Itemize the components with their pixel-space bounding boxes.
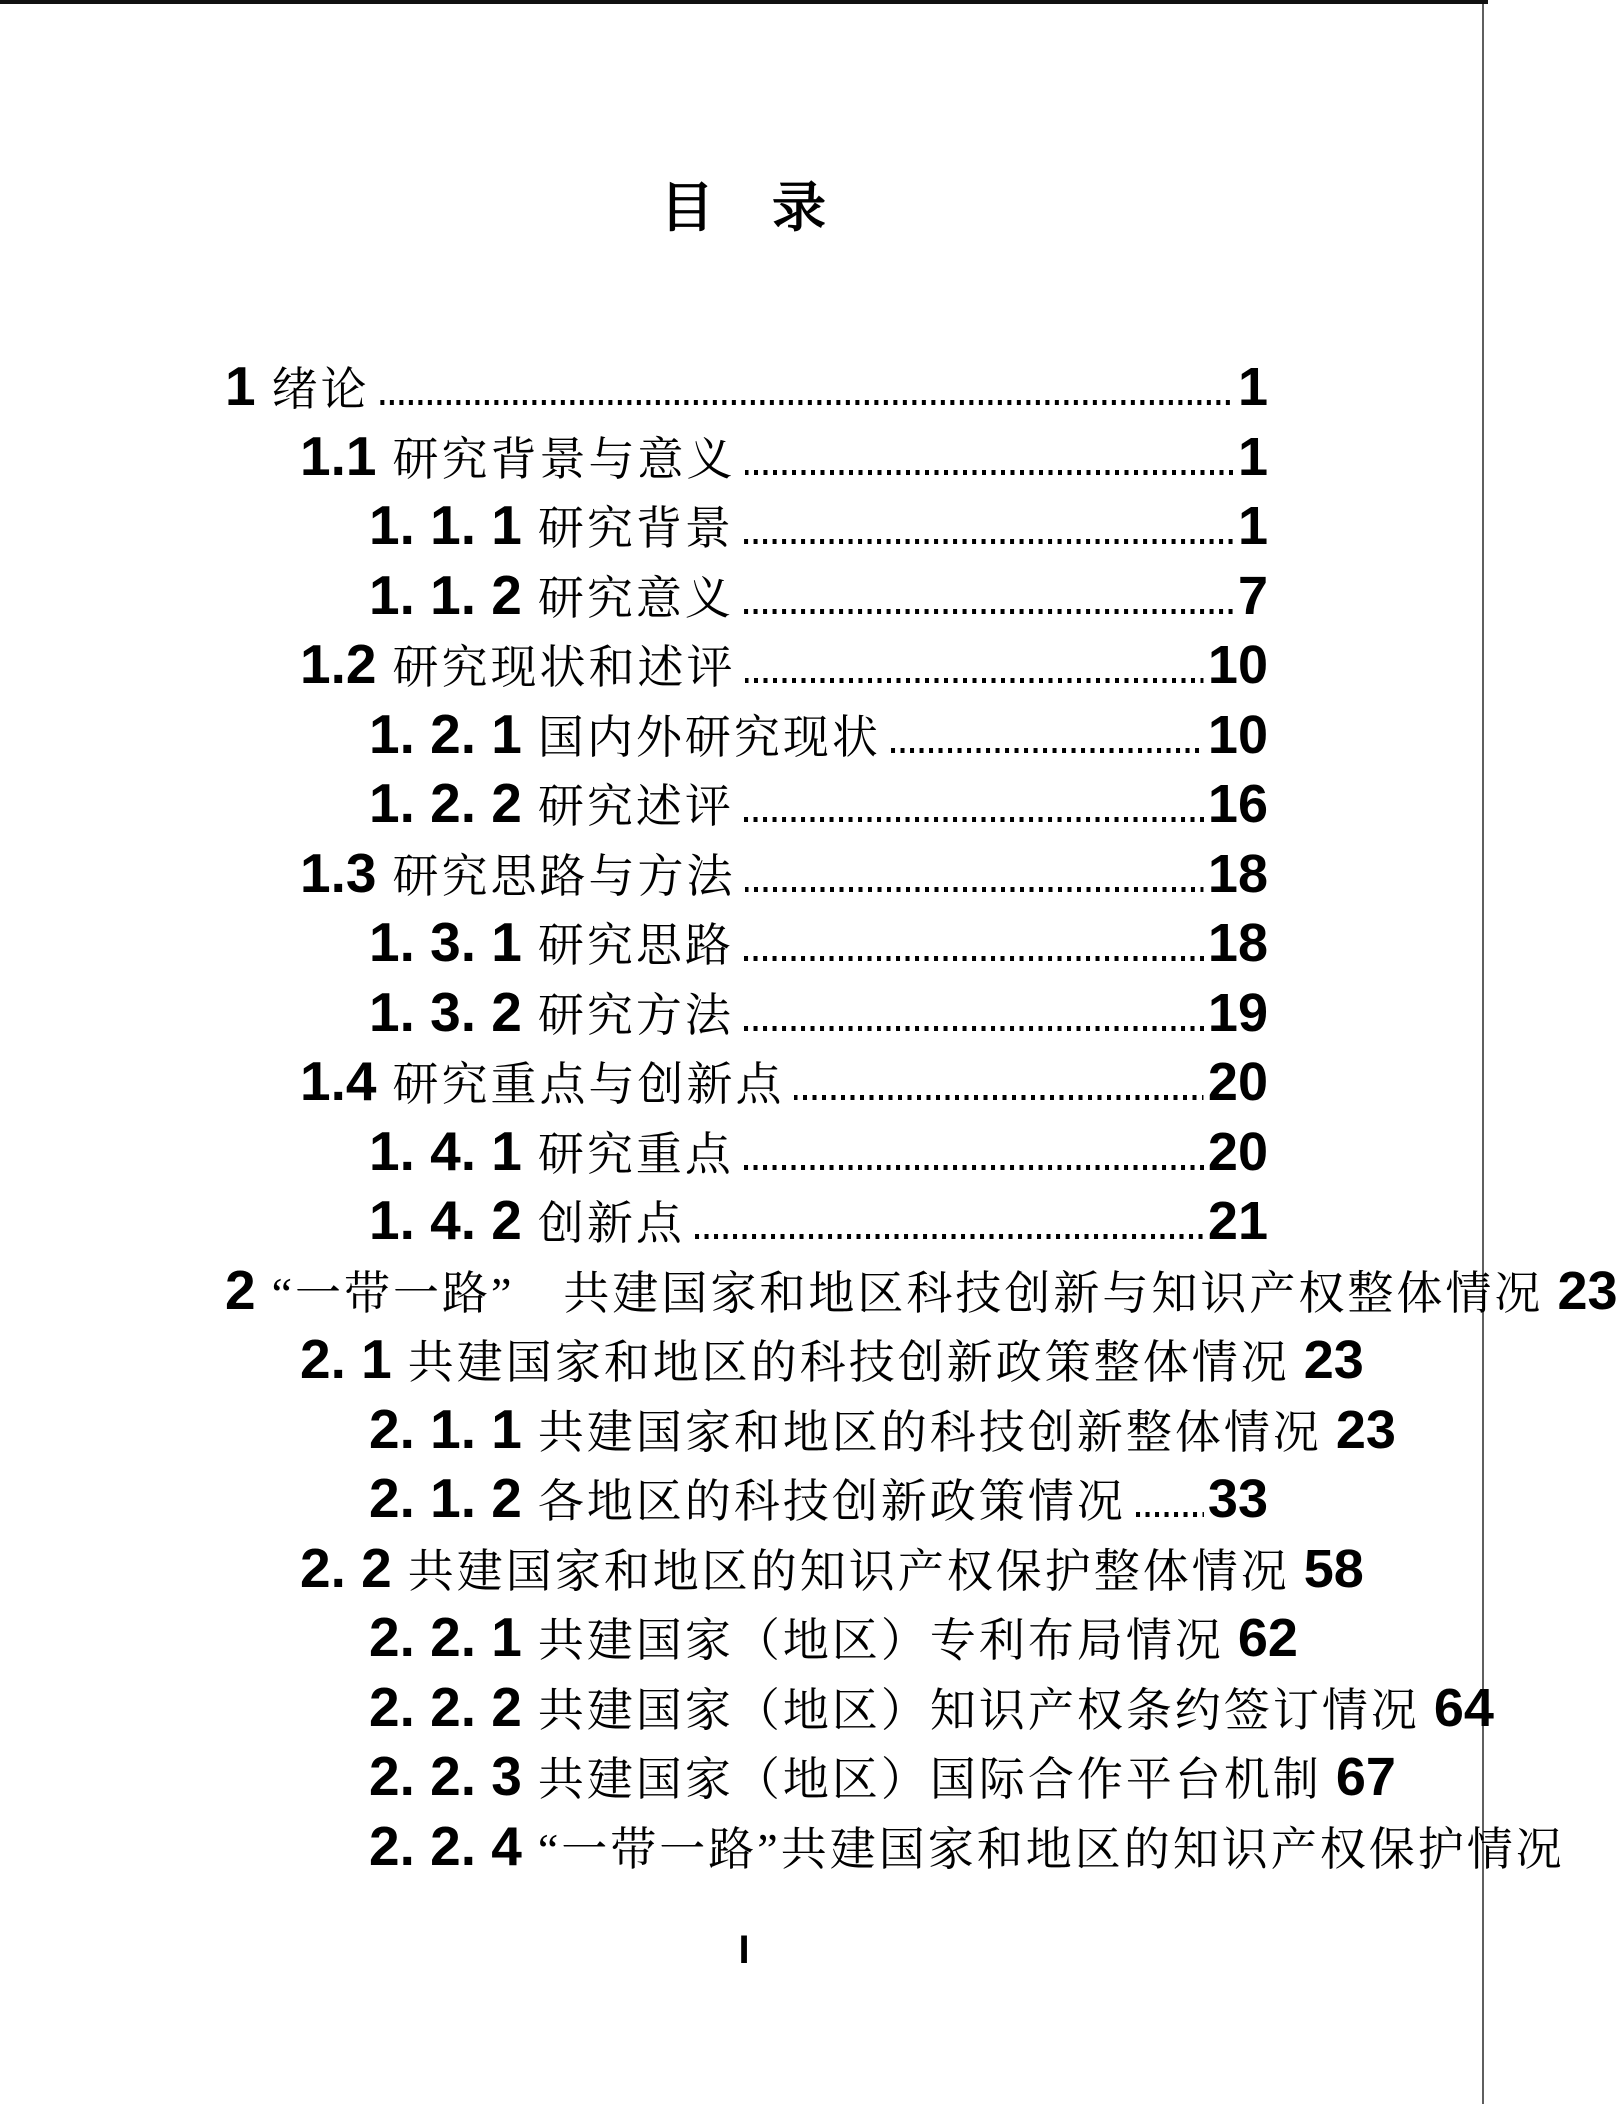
toc-entry-page: 18: [1207, 843, 1268, 904]
dotted-leader: [794, 1095, 1203, 1100]
toc-entry-title: 研究思路: [537, 920, 734, 971]
toc-entry-number: 1.1: [300, 424, 377, 487]
toc-entry-page: 10: [1207, 704, 1268, 765]
toc-entry-page: 23: [1557, 1260, 1618, 1321]
toc-entry-title: 共建国家（地区）知识产权条约签订情况: [537, 1684, 1420, 1736]
toc-entry: [0, 1534, 1488, 1604]
toc-entry-number: 1. 3. 2: [369, 980, 522, 1043]
toc-entry-title: 共建国家（地区）专利布局情况: [537, 1615, 1224, 1666]
toc-entry-title: 研究述评: [537, 781, 734, 832]
toc-entry-page: 20: [1207, 1052, 1268, 1112]
toc-entry: [0, 769, 1488, 839]
dotted-leader: [744, 817, 1204, 822]
toc-entry: [0, 908, 1488, 978]
toc-entry: [0, 1673, 1494, 1743]
toc-entry-title: 绪论: [271, 364, 370, 415]
toc-entry-page: 20: [1207, 1121, 1268, 1182]
toc-entry: [0, 1325, 1488, 1395]
toc-entry-page: 33: [1207, 1469, 1268, 1529]
toc-entry: [0, 1464, 1488, 1534]
toc-entry: [0, 1812, 1565, 1882]
table-of-contents: [0, 352, 1618, 1881]
toc-entry-title: 国内外研究现状: [537, 711, 881, 763]
toc-entry: [0, 700, 1488, 770]
toc-entry-title: 创新点: [537, 1198, 685, 1249]
toc-entry-title: 研究背景与意义: [392, 433, 736, 485]
toc-entry: [0, 1256, 1618, 1326]
toc-entry-page: 18: [1207, 913, 1268, 973]
toc-entry: [0, 1186, 1488, 1256]
toc-entry: [0, 422, 1488, 492]
toc-entry-number: 1.2: [300, 633, 377, 695]
toc-entry-number: 1.4: [300, 1050, 377, 1112]
toc-entry-number: 1. 1. 2: [369, 563, 522, 626]
toc-entry-title: 研究重点与创新点: [392, 1059, 785, 1110]
toc-entry-page: 21: [1207, 1191, 1268, 1251]
dotted-leader: [1136, 1512, 1204, 1517]
toc-entry: [0, 1395, 1488, 1465]
toc-entry-page: 23: [1303, 1330, 1364, 1390]
toc-entry-title: “一带一路”共建国家和地区的知识产权保护情况: [537, 1823, 1565, 1875]
toc-entry-number: 2. 2. 4: [369, 1814, 522, 1877]
dotted-leader: [695, 1234, 1204, 1239]
toc-entry-number: 1. 4. 2: [369, 1189, 522, 1251]
toc-entry-number: 1. 2. 2: [369, 772, 522, 834]
dotted-leader: [744, 956, 1204, 961]
toc-entry-page: 58: [1303, 1538, 1364, 1599]
toc-entry: [0, 978, 1488, 1048]
toc-entry: [0, 1047, 1488, 1117]
toc-entry-title: “一带一路” 共建国家和地区科技创新与知识产权整体情况: [271, 1267, 1544, 1319]
toc-entry: [0, 561, 1488, 631]
toc-entry: [0, 1603, 1488, 1673]
toc-entry: [0, 1742, 1488, 1812]
dotted-leader: [744, 1026, 1204, 1031]
toc-entry: [0, 630, 1488, 700]
toc-entry-title: 研究意义: [537, 572, 734, 624]
toc-entry-page: 7: [1237, 565, 1268, 626]
toc-entry-title: 研究背景: [537, 503, 734, 554]
toc-entry-number: 2: [225, 1258, 256, 1321]
toc-entry-page: 1: [1237, 357, 1268, 417]
toc-entry-number: 2. 1: [300, 1328, 392, 1390]
toc-entry-number: 1. 4. 1: [369, 1119, 522, 1182]
dotted-leader: [744, 609, 1234, 614]
toc-entry-number: 1: [225, 355, 256, 417]
toc-entry-number: 2. 2. 3: [369, 1745, 522, 1807]
toc-entry: [0, 839, 1488, 909]
toc-entry-title: 共建国家和地区的知识产权保护整体情况: [407, 1545, 1290, 1597]
dotted-leader: [891, 748, 1204, 753]
dotted-leader: [745, 678, 1203, 683]
toc-entry-title: 共建国家（地区）国际合作平台机制: [537, 1754, 1322, 1805]
toc-entry-number: 2. 1. 1: [369, 1397, 522, 1460]
toc-entry-title: 研究思路与方法: [392, 850, 736, 902]
toc-entry-page: 10: [1207, 635, 1268, 695]
dotted-leader: [745, 470, 1233, 475]
toc-entry-number: 2. 1. 2: [369, 1467, 522, 1529]
toc-entry-title: 研究重点: [537, 1128, 734, 1180]
toc-entry: [0, 491, 1488, 561]
toc-entry-title: 研究方法: [537, 989, 734, 1041]
toc-entry-number: 1.3: [300, 841, 377, 904]
page-title: 目 录: [660, 178, 828, 238]
toc-entry-title: 共建国家和地区的科技创新政策整体情况: [407, 1337, 1290, 1388]
toc-entry-page: 64: [1433, 1677, 1494, 1738]
toc-entry-page: 19: [1207, 982, 1268, 1043]
toc-entry-number: 2. 2. 2: [369, 1675, 522, 1738]
footer-page-number: I: [738, 1928, 750, 1972]
toc-entry-title: 各地区的科技创新政策情况: [537, 1476, 1126, 1527]
toc-entry-page: 1: [1237, 496, 1268, 556]
toc-entry-page: 67: [1335, 1747, 1396, 1807]
scan-top-edge: [0, 0, 1488, 4]
toc-entry-number: 1. 2. 1: [369, 702, 522, 765]
toc-entry-number: 1. 3. 1: [369, 911, 522, 973]
toc-entry-number: 2. 2: [300, 1536, 392, 1599]
dotted-leader: [744, 539, 1234, 544]
toc-entry: [0, 352, 1488, 422]
toc-entry-title: 共建国家和地区的科技创新整体情况: [537, 1406, 1322, 1458]
toc-entry-page: 16: [1207, 774, 1268, 834]
toc-entry-title: 研究现状和述评: [392, 642, 736, 693]
toc-entry-number: 2. 2. 1: [369, 1606, 522, 1668]
dotted-leader: [380, 400, 1234, 405]
toc-entry-page: 23: [1335, 1399, 1396, 1460]
toc-entry-number: 1. 1. 1: [369, 494, 522, 556]
dotted-leader: [744, 1165, 1204, 1170]
toc-entry-page: 62: [1237, 1608, 1298, 1668]
dotted-leader: [745, 887, 1203, 892]
toc-entry-page: 1: [1237, 426, 1268, 487]
toc-entry: [0, 1117, 1488, 1187]
